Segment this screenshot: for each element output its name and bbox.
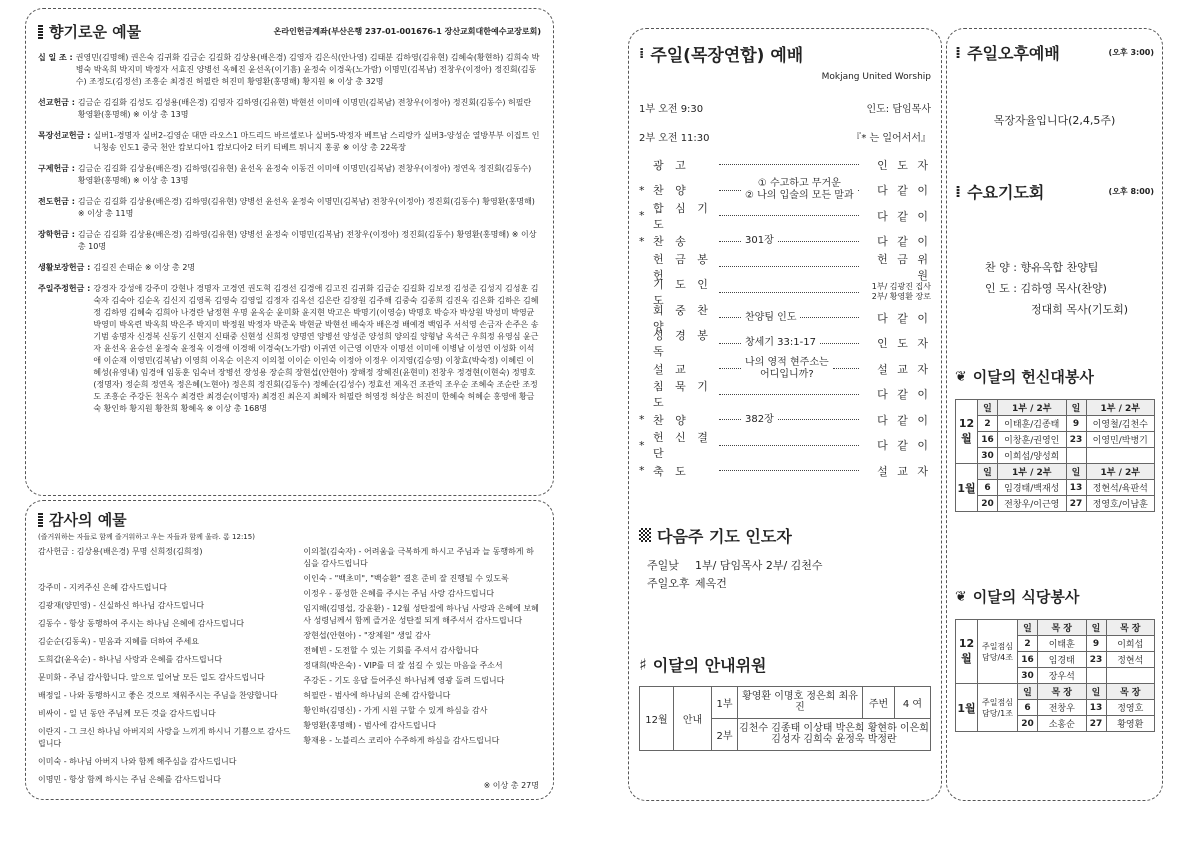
leader-dots (719, 445, 859, 446)
order-item: 찬 양 (653, 413, 690, 427)
usher-title: ♯ 이달의 안내위원 (639, 654, 767, 675)
offering-row (38, 97, 541, 121)
order-detail: 찬양팀 인도 (745, 311, 797, 323)
duty-cell: 27 (1066, 496, 1086, 512)
order-leader: 1부/ 김광진 집사 2부/ 황영환 장로 (871, 282, 931, 302)
order-leader: 다 같 이 (877, 209, 931, 223)
next-prayer-title: 다음주 기도 인도자 (639, 524, 931, 547)
leader-dots (719, 190, 741, 191)
order-leader: 헌 금 위 원 (877, 252, 931, 282)
order-item: 기 도 인 도 (653, 278, 712, 308)
thanks-entry: 비싸이 - 일 년 동안 주님께 모든 것을 감사드립니다 (38, 709, 216, 718)
offering-label: 전도헌금 : (38, 197, 75, 206)
duty-cell: 30 (1018, 668, 1038, 684)
duty-row (956, 448, 1155, 464)
thanks-entry: 김광재(양민영) - 신실하신 하나님 감사드립니다 (38, 601, 205, 610)
worship-time-row-1 (639, 100, 931, 115)
offerings-box (25, 8, 554, 496)
usher-p2: 2부 (712, 718, 738, 750)
afternoon-header (955, 41, 1154, 64)
duty-cell: 이희섭 (1106, 636, 1155, 652)
duty-cell: 황영환 (1106, 716, 1155, 732)
wed-lead-2: 정대희 목사(기도회) (1031, 303, 1129, 316)
order-row (639, 152, 931, 178)
thanks-column-2 (303, 546, 541, 792)
duty-head: 일 (978, 464, 998, 480)
usher-p1: 1부 (712, 686, 738, 718)
leader-dots (719, 317, 741, 318)
thanks-box (25, 500, 554, 800)
duty-head: 일 (1086, 620, 1106, 636)
order-detail: 창세기 33:1-17 (745, 337, 816, 349)
leader-dots (719, 394, 859, 395)
order-item: 찬 양 (653, 184, 690, 198)
order-leader: 설 교 자 (877, 464, 931, 478)
duty-head: 일 (1018, 620, 1038, 636)
worship-english: Mokjang United Worship (821, 72, 931, 82)
wed-header (955, 180, 1154, 203)
order-leader: 설 교 자 (877, 362, 931, 376)
month-label: 1월 (956, 464, 978, 512)
worship-time-row-2 (639, 129, 931, 144)
leader-dots (833, 368, 859, 369)
order-leader: 다 같 이 (877, 184, 931, 198)
thanks-entry: 이명민 - 항상 함께 하시는 주님 은혜를 감사드립니다 (38, 775, 221, 784)
duty-header-row (956, 684, 1155, 700)
duty-cell (1086, 448, 1155, 464)
usher-month: 12월 (640, 686, 674, 750)
offering-label: 주일주정헌금 : (38, 284, 91, 293)
offering-names: 강경자 강성애 강주미 강현나 경명자 고경연 권도혁 김경선 김경애 김고진 김귀화 김금순 김길화 김보정 김성준 김성지 김성훈 김숙자 김숙아 김순옥 김신지 김영록 김영숙 김영일 김정자 김옥선 김은란 김장원 김주해 김중숙 김종희 김진욱 김은화 김하은 김혜정 김하영 김혜숙 김희아 나경란 남정현 우명 윤옥순 윤미화 윤지현 박고은 박명기(이영승) 박명호 박승자 박상원 박성미 박영균 박영미 박옥련 박옥희 박은주 박지미 박정원 박정자 박준욱 박현균 박현선 배숙자 배은경 배예경 백임주 서석영 손금자 손주은 송기범 송명자 신경복 신동기 신현지 신태중 신현성 신희정 양명연 양병선 양성준 양성희 양의길 양형남 옥석근 우희정 유영심 윤근자 윤선옥 윤승선 윤정숙 윤정욱 이경애 이경해 이경숙(노가람) 이귀연 이근영 이만자 이명선 이미애 이병남 이성연 이성화 이석애 이순재 이영민(김복남) 이영희 이옥순 이은지 이의철 이이순 이인숙 이정아 이정우 이지영(김승영) 이창효(박숙정) 이혜린 이혜성(유영내) 임경애 임동훈 임숙녀 장병선 장성용 장순희 장현섭(안현아) 장해정 장혜진(윤현미) 전창우 정경현(이현숙) 정명호(정명자) 정순희 정연옥 정은혜(노현아) 정은희 정진회(김동수) 정혜순(김성수) 정효선 제옥건 조관익 조우순 조혜숙 조순란 조정도 조흥순 주강돈 천옥수 최경란 최경순(이명자) 최경진 최은지 최혜자 허필란 허영정 허상은 허진미 한혜숙 허혜순 홍영애 황금숙 황인하 황지원 황찬희 황혜옥 ※ 이상 총 168명 (93, 284, 539, 413)
order-row (639, 433, 931, 459)
duty-cell (1066, 448, 1086, 464)
dots-icon: ⁞ (639, 45, 645, 62)
duty-head: 목 장 (1106, 684, 1155, 700)
duty-cell: 9 (1086, 636, 1106, 652)
order-row (639, 203, 931, 229)
next-prayer-morning: 주일낮 1부/ 담임목사 2부/ 김천수 (647, 558, 823, 572)
duty-head: 1부 / 2부 (1086, 464, 1155, 480)
duty-cell: 임경태/백재성 (998, 480, 1067, 496)
group-label: 주일점심 담당/4조 (978, 620, 1018, 684)
order-leader: 다 같 이 (877, 439, 931, 453)
thanks-total: ※ 이상 총 27명 (483, 781, 539, 790)
duty-head: 목 장 (1038, 620, 1087, 636)
order-item: 광 고 (653, 158, 690, 172)
stand-note: 『* 는 일어서서』 (851, 133, 931, 144)
offering-label: 생활보장헌금 : (38, 263, 91, 272)
month-label: 1월 (956, 684, 978, 732)
usher-p2-names: 김천수 김종태 이상태 박은희 황현하 이은희 김성자 김희숙 윤정욱 박정란 (738, 718, 931, 750)
thanks-entry (38, 564, 293, 576)
duty-cell: 2 (978, 416, 998, 432)
thanks-entry: 김순순(김동욱) - 믿음과 지혜를 더하여 주세요 (38, 637, 199, 646)
leader-dots (800, 317, 859, 318)
usher-table (639, 686, 931, 751)
time-2: 2부 오전 11:30 (639, 133, 710, 144)
offering-label: 선교헌금 : (38, 98, 75, 107)
leader-dots (719, 164, 859, 165)
offering-names: 실버1-경명자 실버2-김영순 대만 라오스1 마드리드 바르셀로나 실버5-박정자 베트남 스리랑카 실버3-양성순 열방부부 이집트 인니청송 인도1 중국 천안 캄보디아1 캄보디아2 터키 티베트 튀니지 홍콩 ※ 이상 총 22목장 (93, 131, 540, 152)
duty-cell: 16 (978, 432, 998, 448)
duty-header-row (956, 620, 1155, 636)
order-leader: 인 도 자 (877, 158, 931, 172)
duty-cell: 27 (1086, 716, 1106, 732)
thanks-entry: 주강돈 - 기도 응답 들어주신 하나님께 영광 돌려 드립니다 (303, 676, 505, 685)
duty-cell: 13 (1066, 480, 1086, 496)
order-detail: 나의 영적 현주소는 어디입니까? (745, 356, 829, 380)
duty-header-row (956, 400, 1155, 416)
offering-label: 십 일 조 : (38, 53, 73, 62)
usher-count: 4 여 (895, 686, 931, 718)
wed-info (985, 257, 1154, 320)
order-row (639, 331, 931, 357)
duty-row (956, 416, 1155, 432)
thanks-entry: 정대희(박은숙) - VIP를 더 잘 섬길 수 있는 마음을 주소서 (303, 661, 503, 670)
afternoon-text: 목장자율입니다(2,4,5주) (993, 114, 1116, 127)
offering-names: 김금순 김길화 김상용(배은경) 김하영(김유현) 윤선옥 윤정숙 이동건 이미애 이명민(김복남) 전창우(이정아) 정연옥 정진회(김동수) 황영환(홍명해) ※ 이상 총 13명 (77, 164, 532, 185)
duty-head: 일 (1066, 464, 1086, 480)
duty-cell: 2 (1018, 636, 1038, 652)
thanks-entry: 강주미 - 지켜주신 은혜 감사드립니다 (38, 583, 167, 592)
worship-box (628, 28, 942, 801)
offering-row (38, 283, 541, 415)
thanks-entry: 문미화 - 주님 감사합니다. 앞으로 일어날 모든 일도 감사드립니다 (38, 673, 265, 682)
order-of-service (639, 152, 931, 484)
usher-p1-names: 황영환 이명호 정은희 최유진 (738, 686, 863, 718)
leader-dots (719, 343, 741, 344)
thanks-entry: 임지해(김명섭, 강윤환) - 12월 성탄절에 하나님 사랑과 은혜에 보혜사 성령님께서 함께 즐거운 성탄절 되게 해주셔서 감사드립니다 (303, 604, 539, 625)
duty-cell: 이영민/박병기 (1086, 432, 1155, 448)
service-title: ❦ 이달의 헌신대봉사 (955, 368, 1094, 386)
duty-cell: 13 (1086, 700, 1106, 716)
leader-dots (719, 470, 859, 471)
thanks-column-1 (38, 546, 293, 792)
thanks-entry: 도희갑(윤옥순) - 하나님 사랑과 은혜를 감사드립니다 (38, 655, 223, 664)
offering-row (38, 130, 541, 154)
afternoon-time: (오후 3:00) (1108, 48, 1154, 57)
wed-lead: 인 도 : 김하영 목사(찬양) (985, 282, 1107, 295)
offering-list (38, 52, 541, 415)
duty-cell: 전창우 (1038, 700, 1087, 716)
thanks-subtitle: (즐거워하는 자들로 함께 즐거워하고 우는 자들과 함께 울라. 롬 12:15) (38, 533, 255, 541)
leader-dots (858, 190, 859, 191)
duty-cell: 임경태 (1038, 652, 1087, 668)
bar-icon (38, 25, 43, 39)
dots-icon: ⁞ (955, 182, 962, 201)
offering-row (38, 229, 541, 253)
duty-cell: 소홍순 (1038, 716, 1087, 732)
leaf-icon: ❦ (955, 368, 967, 385)
wed-time: (오후 8:00) (1108, 187, 1154, 196)
time-1: 1부 오전 9:30 (639, 104, 704, 115)
stand-marker: * (639, 209, 645, 223)
leader-dots (778, 419, 859, 420)
offering-label: 장학헌금 : (38, 230, 75, 239)
offering-names: 김금순 김길화 김상용(배은경) 김하영(김유현) 양병선 윤정숙 이명민(김복남) 전창우(이정아) 정진회(김동수) 황영환(홍명해) ※ 이상 총 10명 (77, 230, 537, 251)
order-row (639, 458, 931, 484)
duty-head: 일 (1066, 400, 1086, 416)
order-item: 침 묵 기 도 (653, 380, 712, 410)
bar-icon (38, 513, 43, 527)
dots-icon: ⁞ (955, 43, 962, 62)
thanks-entry: 전혜빈 - 도전할 수 있는 기회를 주셔서 감사합니다 (303, 646, 479, 655)
duty-cell: 23 (1086, 652, 1106, 668)
thanks-entry: 배정일 - 나와 동행하시고 좋은 것으로 채워주시는 주님을 찬양합니다 (38, 691, 278, 700)
hash-icon: ♯ (639, 654, 647, 674)
order-item: 회 중 찬 양 (653, 303, 712, 333)
order-item: 찬 송 (653, 235, 690, 249)
thanks-entry: 이정우 - 풍성한 은혜를 주시는 주님 사랑 감사드립니다 (303, 589, 495, 598)
order-leader: 다 같 이 (877, 311, 931, 325)
next-prayer-list (647, 557, 931, 593)
worship-leader: 인도: 담임목사 (866, 104, 931, 115)
offering-names: 김금순 김길화 김상용(배은경) 김하영(김유현) 양병선 윤선옥 윤정숙 이명민(김복남) 전창우(이정아) 정진회(김동수) 황영환(홍명해) ※ 이상 총 11명 (77, 197, 535, 218)
duty-head: 일 (1086, 684, 1106, 700)
leader-dots (820, 343, 859, 344)
offering-names: 권영민(김명해) 권은숙 김귀화 김금순 김길화 김상용(배은경) 김영자 김은식(안나영) 김태분 김하영(김유현) 김혜숙(황현하) 김희숙 박병숙 박옥희 박지미 박정자 서효진 양병선 옥혜진 윤선옥(이기흠) 윤정숙 이경욱(노가람) 이명민(김복남) 전창우(이정아) 정진회(김동수) 조정도(김정선) 조흥순 최경진 허필란 허진미 황영환(홍명해) 황지원 ※ 이상 총 32명 (75, 53, 540, 86)
order-leader: 다 같 이 (877, 235, 931, 249)
month-label: 12월 (956, 400, 978, 464)
order-detail: 301장 (745, 235, 774, 247)
order-item: 헌 신 결 단 (653, 431, 712, 461)
stand-marker: * (639, 438, 645, 452)
stand-marker: * (639, 413, 645, 427)
order-item: 헌 금 봉 헌 (653, 252, 712, 282)
duty-cell: 이영철/김천수 (1086, 416, 1155, 432)
order-item: 성 경 봉 독 (653, 329, 712, 359)
duty-cell (1106, 668, 1155, 684)
usher-jubon: 주번 (863, 686, 895, 718)
duty-cell: 이희섭/양성희 (998, 448, 1067, 464)
kitchen-table (955, 619, 1155, 732)
stand-marker: * (639, 464, 645, 478)
usher-role: 안내 (674, 686, 712, 750)
thanks-entry: 이인숙 - "백초미", "백승환" 결혼 준비 잘 진행될 수 있도록 (303, 574, 509, 583)
order-item: 합 심 기 도 (653, 201, 712, 231)
thanks-entry: 김동수 - 항상 동행하여 주시는 하나님 은혜에 감사드립니다 (38, 619, 245, 628)
thanks-entry: 황재용 - 노블리스 코리아 수주하게 하심을 감사드립니다 (303, 736, 500, 745)
checker-icon (639, 528, 651, 542)
duty-head: 목 장 (1106, 620, 1155, 636)
duty-cell: 정영호/이남훈 (1086, 496, 1155, 512)
leader-dots (719, 266, 859, 267)
wed-title: ⁞ 수요기도회 (955, 182, 1045, 202)
wed-praise: 찬 양 : 향유옥합 찬양팀 (985, 261, 1099, 274)
duty-cell: 이창훈/권영인 (998, 432, 1067, 448)
duty-cell: 23 (1066, 432, 1086, 448)
duty-row (956, 496, 1155, 512)
thanks-title: 감사의 예물 (38, 509, 541, 530)
leader-dots (719, 368, 741, 369)
duty-cell: 이태훈/김종태 (998, 416, 1067, 432)
month-label: 12월 (956, 620, 978, 684)
duty-head: 1부 / 2부 (998, 400, 1067, 416)
duty-head: 1부 / 2부 (1086, 400, 1155, 416)
duty-cell: 20 (1018, 716, 1038, 732)
thanks-entry: 이란지 - 그 크신 하나님 아버지의 사랑을 느끼게 하시니 기쁨으로 감사드립니다 (38, 727, 291, 748)
duty-head: 목 장 (1038, 684, 1087, 700)
order-item: 설 교 (653, 362, 690, 376)
order-item: 축 도 (653, 464, 690, 478)
offering-label: 목장선교헌금 : (38, 131, 91, 140)
kitchen-title: ❦ 이달의 식당봉사 (955, 588, 1080, 606)
order-row (639, 382, 931, 408)
duty-cell: 정현석/육판석 (1086, 480, 1155, 496)
thanks-entry: 황인하(김명신) - 가게 시원 구할 수 있게 하심을 감사 (303, 706, 488, 715)
stand-marker: * (639, 183, 645, 197)
leader-dots (778, 241, 859, 242)
duty-cell: 16 (1018, 652, 1038, 668)
stand-marker: * (639, 234, 645, 248)
duty-head: 일 (1018, 684, 1038, 700)
duty-head: 일 (978, 400, 998, 416)
leader-dots (719, 292, 859, 293)
duty-cell: 정현석 (1106, 652, 1155, 668)
thanks-entry: 황영환(홍명해) - 범사에 감사드립니다 (303, 721, 437, 730)
order-detail: 382장 (745, 413, 774, 425)
offering-row (38, 52, 541, 88)
leader-dots (719, 215, 859, 216)
account-info: 온라인헌금계좌(부산은행 237-01-001676-1 장산교회대한예수교장로회) (273, 27, 541, 36)
order-leader: 다 같 이 (877, 388, 931, 402)
duty-cell: 이태훈 (1038, 636, 1087, 652)
duty-cell: 장우석 (1038, 668, 1087, 684)
order-leader: 다 같 이 (877, 413, 931, 427)
offering-names: 김길진 손태순 ※ 이상 총 2명 (93, 263, 196, 272)
thanks-entry: 감사헌금 : 김상용(배은경) 무명 신희정(김희정) (38, 547, 203, 556)
thanks-entry: 이의철(김숙자) - 어려움을 극복하게 하시고 주님과 늘 동행하게 하심을 감사드립니다 (303, 547, 534, 568)
offering-row (38, 262, 541, 274)
leaf-icon: ❦ (955, 588, 967, 605)
offering-row (38, 196, 541, 220)
thanks-entry: 이미숙 - 하나님 아버지 나와 함께 해주심을 감사드립니다 (38, 757, 237, 766)
order-detail: ① 수고하고 무거운 ② 나의 입술의 모든 말과 (745, 178, 854, 202)
leader-dots (719, 241, 741, 242)
offering-names: 김금순 김길화 김성도 김성용(배은경) 김영자 김하영(김유현) 박현선 이미애 이명민(김복남) 전창우(이정아) 정진회(김동수) 허필란 황영환(홍명해) ※ 이상 총 13명 (77, 98, 532, 119)
duty-header-row (956, 464, 1155, 480)
right-box (946, 28, 1163, 801)
duty-row (956, 480, 1155, 496)
duty-cell: 6 (978, 480, 998, 496)
duty-cell: 정영호 (1106, 700, 1155, 716)
next-prayer-afternoon: 주일오후 제옥건 (647, 576, 727, 590)
service-table (955, 399, 1155, 512)
offerings-title: 향기로운 예물 (38, 21, 141, 42)
thanks-entry: 장현섭(안현아) - "장제원" 생일 감사 (303, 631, 431, 640)
duty-row (956, 432, 1155, 448)
order-leader: 인 도 자 (877, 337, 931, 351)
duty-cell: 20 (978, 496, 998, 512)
afternoon-title: ⁞ 주일오후예배 (955, 43, 1060, 63)
duty-cell: 전창우/이근영 (998, 496, 1067, 512)
thanks-entry: 허필란 - 범사에 하나님의 은혜 감사합니다 (303, 691, 451, 700)
duty-cell: 9 (1066, 416, 1086, 432)
offering-row (38, 163, 541, 187)
duty-cell (1086, 668, 1106, 684)
duty-head: 1부 / 2부 (998, 464, 1067, 480)
offering-label: 구제헌금 : (38, 164, 75, 173)
duty-cell: 30 (978, 448, 998, 464)
worship-title: ⁞ 주일(목장연합) 예배 (639, 45, 804, 66)
leader-dots (719, 419, 741, 420)
duty-cell: 6 (1018, 700, 1038, 716)
group-label: 주일점심 담당/1조 (978, 684, 1018, 732)
